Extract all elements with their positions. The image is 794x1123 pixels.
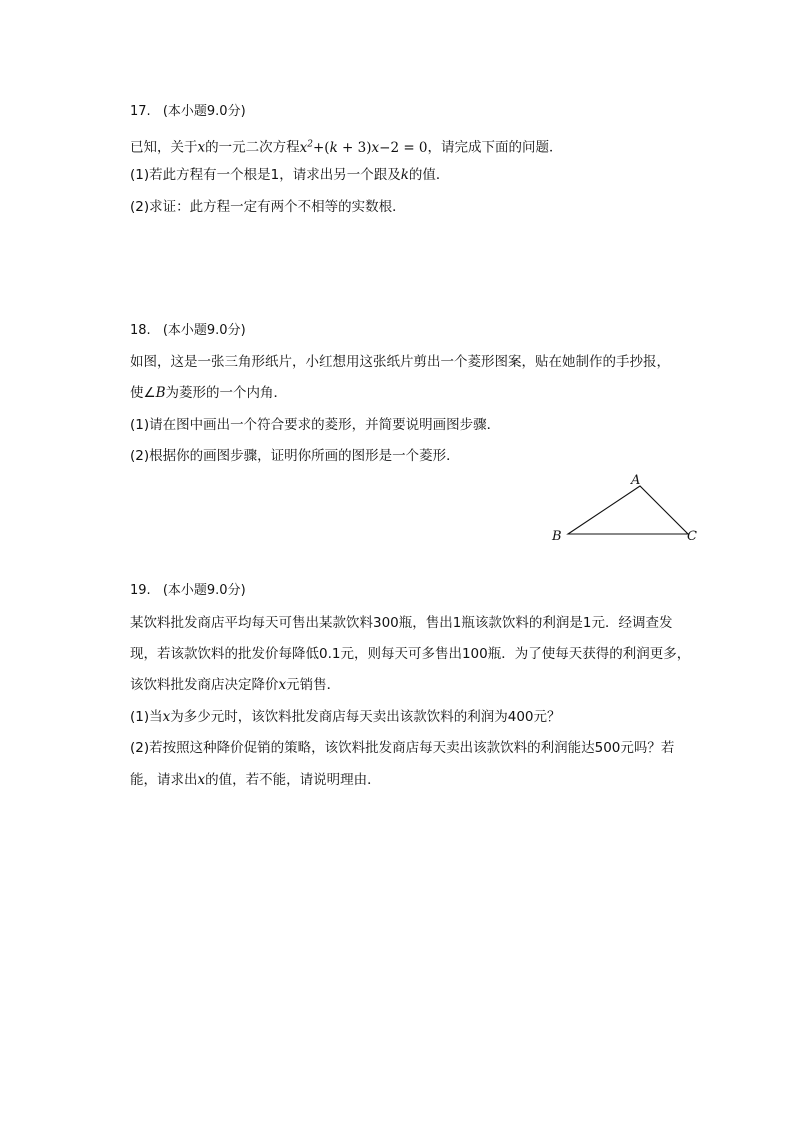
q17-stem-text: ，请完成下面的问题． bbox=[427, 139, 563, 156]
q19-var-x: x bbox=[162, 709, 171, 725]
q18-stem-line2 bbox=[130, 384, 287, 402]
q19-stem-text: 元销售． bbox=[286, 677, 341, 693]
q17-eq-x: x bbox=[371, 139, 380, 156]
q19-part1-text: (1)当 bbox=[130, 709, 163, 725]
q19-stem-line2: 现，若该款饮料的批发价每降低0.1元，则每天可多售出100瓶．为了使每天获得的利润更多， bbox=[130, 646, 691, 662]
q17-part1-text: (1)若此方程有一个根是1，请求出另一个跟及 bbox=[130, 167, 401, 183]
q17-header bbox=[130, 103, 246, 121]
q17-points: (本小题9.0分) bbox=[162, 104, 246, 119]
q17-eq-part: + 3) bbox=[337, 139, 372, 156]
vertex-label-b: B bbox=[552, 529, 562, 544]
q17-eq-part: −2 = 0 bbox=[379, 139, 428, 156]
vertex-label-a: A bbox=[631, 473, 641, 488]
q17-stem bbox=[130, 135, 563, 157]
q17-part1-k: k bbox=[400, 167, 409, 183]
q19-part1-text: 为多少元时，该饮料批发商店每天卖出该款饮料的利润为400元？ bbox=[170, 709, 561, 725]
q17-eq-part: +( bbox=[312, 139, 330, 156]
q19-header bbox=[130, 582, 246, 600]
q18-part1: (1)请在图中画出一个符合要求的菱形，并简要说明画图步骤． bbox=[130, 417, 501, 433]
q17-part1-text: 的值． bbox=[408, 167, 450, 183]
q19-points: (本小题9.0分) bbox=[162, 583, 246, 598]
q18-points: (本小题9.0分) bbox=[162, 323, 246, 338]
q17-eq-x: x bbox=[299, 139, 308, 156]
q19-part2-line2 bbox=[130, 771, 381, 789]
q18-stem-text: 为菱形的一个内角． bbox=[165, 385, 288, 401]
q19-stem-line3 bbox=[130, 676, 340, 694]
q18-angle-b: B bbox=[155, 385, 166, 401]
q17-number: 17. bbox=[130, 104, 151, 119]
q19-part2-text: 能，请求出 bbox=[130, 772, 198, 788]
q18-stem-line1: 如图，这是一张三角形纸片，小红想用这张纸片剪出一个菱形图案，贴在她制作的手抄报， bbox=[130, 354, 670, 370]
q17-equation bbox=[300, 140, 428, 156]
q19-part2-line1: (2)若按照这种降价促销的策略，该饮料批发商店每天卖出该款饮料的利润能达500元吗？若 bbox=[130, 740, 675, 756]
q18-number: 18. bbox=[130, 323, 151, 338]
q17-part2: (2)求证：此方程一定有两个不相等的实数根． bbox=[130, 199, 406, 215]
q17-eq-k: k bbox=[329, 139, 338, 156]
q17-part1 bbox=[130, 166, 449, 184]
q17-stem-text: 已知，关于 bbox=[130, 139, 198, 156]
q19-var-x: x bbox=[278, 677, 287, 693]
q18-stem-text: 使∠ bbox=[130, 385, 156, 401]
q19-number: 19. bbox=[130, 583, 151, 598]
q17-var-x: x bbox=[197, 139, 206, 156]
vertex-label-c: C bbox=[687, 529, 697, 544]
q18-part2: (2)根据你的画图步骤，证明你所画的图形是一个菱形． bbox=[130, 448, 460, 464]
q19-var-x: x bbox=[197, 772, 206, 788]
q19-part2-text: 的值，若不能，请说明理由． bbox=[205, 772, 381, 788]
q17-eq-exponent: 2 bbox=[307, 139, 313, 149]
q18-header bbox=[130, 322, 246, 340]
q19-stem-line1: 某饮料批发商店平均每天可售出某款饮料300瓶，售出1瓶该款饮料的利润是1元．经调查发 bbox=[130, 615, 673, 631]
triangle-figure bbox=[540, 468, 710, 548]
q19-part1 bbox=[130, 708, 561, 726]
q17-stem-text: 的一元二次方程 bbox=[205, 139, 300, 156]
triangle-abc bbox=[568, 486, 688, 534]
q19-stem-text: 该饮料批发商店决定降价 bbox=[130, 677, 279, 693]
